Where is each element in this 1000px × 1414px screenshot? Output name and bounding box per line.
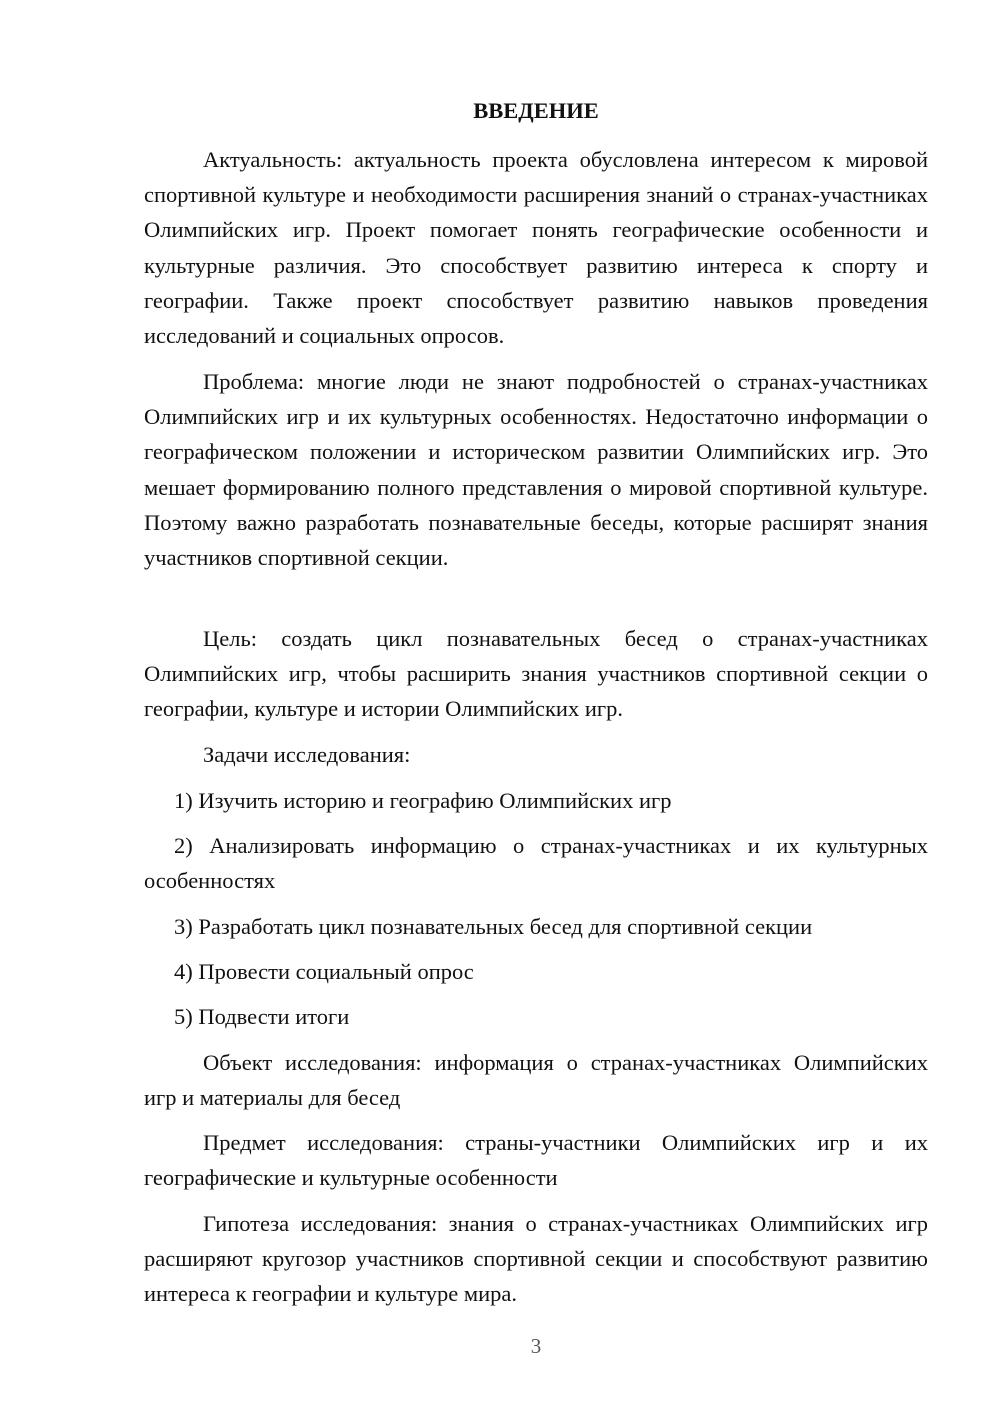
page-number: 3 xyxy=(530,1334,542,1358)
task-item-1: 1) Изучить историю и географию Олимпийских игр xyxy=(174,788,672,813)
task-list-item xyxy=(144,828,928,898)
object-section xyxy=(144,1045,928,1115)
paragraph-subject: Предмет исследования: страны-участники Олимпийских игр и их географические и культурные особенности xyxy=(144,1130,928,1191)
paragraph-tasks-heading: Задачи исследования: xyxy=(203,742,411,767)
relevance-section xyxy=(144,142,928,353)
paragraph-hypothesis: Гипотеза исследования: знания о странах-участниках Олимпийских игр расширяют кругозор участников спортивной секции и способствуют развитию интереса к географии и культуре мира. xyxy=(144,1211,928,1307)
goal-section xyxy=(144,621,928,727)
paragraph-relevance: Актуальность: актуальность проекта обусловлена интересом к мировой спортивной культуре и необходимости расширения знаний о странах-участниках Олимпийских игр. Проект помогает понять географические особенности и культурные различия. Это способствует развитию интереса к спорту и географии. Также проект способствует развитию навыков проведения исследований и социальных опросов. xyxy=(144,147,928,349)
subject-section xyxy=(144,1125,928,1195)
paragraph-problem: Проблема: многие люди не знают подробностей о странах-участниках Олимпийских игр и их культурных особенностях. Недостаточно информации о географическом положении и историческом развитии Олимпийских игр. Это мешает формированию полного представления о мировой спортивной культуре. Поэтому важно разработать познавательные беседы, которые расширят знания участников спортивной секции. xyxy=(144,369,928,571)
task-item-3: 3) Разработать цикл познавательных бесед для спортивной секции xyxy=(174,914,813,939)
task-item-5: 5) Подвести итоги xyxy=(174,1004,350,1029)
problem-section xyxy=(144,364,928,575)
paragraph-object: Объект исследования: информация о странах-участниках Олимпийских игр и материалы для бесед xyxy=(144,1050,928,1111)
task-list-item xyxy=(144,909,928,944)
task-list-item xyxy=(144,954,928,989)
task-list-item xyxy=(144,999,928,1034)
tasks-heading-section xyxy=(144,737,928,772)
task-item-4: 4) Провести социальный опрос xyxy=(174,959,474,984)
page-title: ВВЕДЕНИЕ xyxy=(473,98,599,123)
task-list-item xyxy=(144,783,928,818)
task-item-2: 2) Анализировать информацию о странах-участниках и их культурных особенностях xyxy=(144,833,928,894)
hypothesis-section xyxy=(144,1206,928,1312)
paragraph-goal: Цель: создать цикл познавательных бесед о странах-участниках Олимпийских игр, чтобы расширить знания участников спортивной секции о географии, культуре и истории Олимпийских игр. xyxy=(144,626,928,722)
